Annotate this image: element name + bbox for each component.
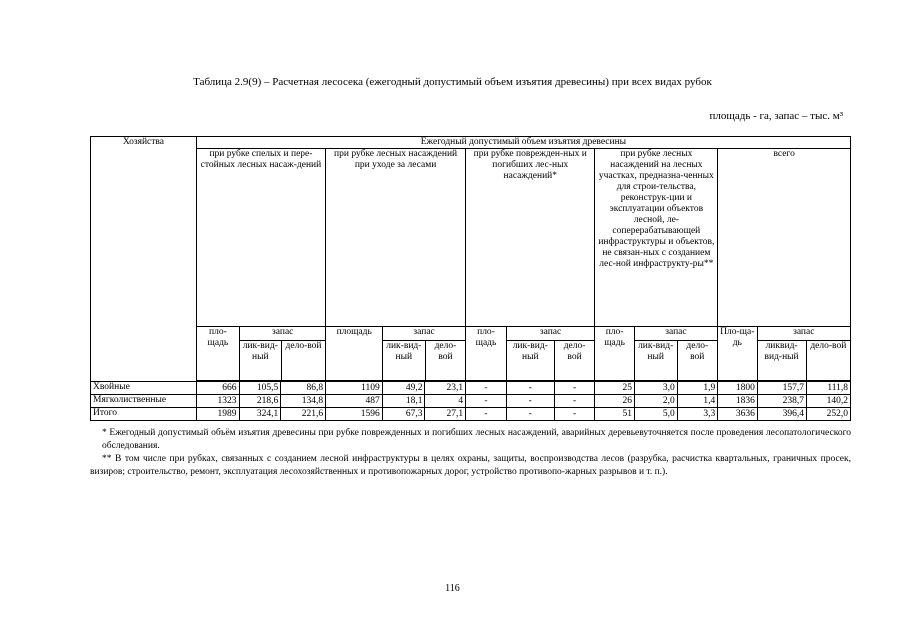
table-cell: 5,0 — [634, 408, 677, 421]
table-cell: 140,2 — [806, 395, 850, 408]
table-cell: 27,1 — [425, 408, 466, 421]
group-header: Ежегодный допустимый объем изъятия древесины — [196, 137, 850, 149]
row-name: Итого — [91, 408, 197, 421]
table-cell: 3,3 — [677, 408, 718, 421]
reserve-header: запас — [506, 327, 595, 340]
area-header: пло-щадь — [595, 327, 634, 381]
table-body — [91, 382, 851, 421]
table-cell: 487 — [326, 395, 383, 408]
table-cell: 218,6 — [239, 395, 281, 408]
table-cell: - — [466, 395, 507, 408]
table-cell: 18,1 — [382, 395, 425, 408]
table-cell: 2,0 — [634, 395, 677, 408]
table-cell: - — [506, 408, 554, 421]
business-header: дело-вой — [425, 340, 466, 381]
farm-header: Хозяйства — [91, 137, 197, 382]
liquid-header: лик-вид-ный — [634, 340, 677, 381]
table-cell: 49,2 — [382, 382, 425, 395]
table-cell: 1323 — [196, 395, 239, 408]
table-cell: - — [466, 382, 507, 395]
table-cell: 23,1 — [425, 382, 466, 395]
reserve-header: запас — [757, 327, 850, 340]
footnotes — [90, 427, 851, 479]
group-thinning: при рубке лесных насаждений при уходе за лесами — [326, 149, 466, 327]
area-header: пло-щадь — [466, 327, 507, 381]
row-name: Хвойные — [91, 382, 197, 395]
table-row — [91, 408, 851, 421]
header-row-3 — [91, 327, 851, 382]
liquid-header: лик-вид-ный — [382, 340, 425, 381]
table-cell: - — [554, 408, 595, 421]
table-cell: 26 — [595, 395, 635, 408]
table-cell: 1836 — [718, 395, 758, 408]
group-total: всего — [718, 149, 851, 327]
table-cell: 134,8 — [281, 395, 326, 408]
row-name: Мягколиственные — [91, 395, 197, 408]
group-mature: при рубке спелых и пере-стойных лесных насаж-дений — [196, 149, 325, 327]
subheader-wrap — [196, 327, 850, 382]
table-cell: - — [554, 395, 595, 408]
table-cell: 1989 — [196, 408, 239, 421]
units-note: площадь - га, запас – тыс. м³ — [709, 110, 843, 122]
business-header: дело-вой — [554, 340, 595, 381]
area-header: Пло-ща-дь — [718, 327, 757, 381]
business-header: дело-вой — [806, 340, 850, 381]
header-row-1 — [91, 137, 851, 149]
table-cell: 252,0 — [806, 408, 850, 421]
table-cell: 3,0 — [634, 382, 677, 395]
table-cell: 324,1 — [239, 408, 281, 421]
table-row — [91, 382, 851, 395]
table-cell: - — [506, 382, 554, 395]
area-header: площадь — [326, 327, 383, 381]
table-cell: 666 — [196, 382, 239, 395]
table-cell: 111,8 — [806, 382, 850, 395]
table-cell: 1,9 — [677, 382, 718, 395]
table-cell: 86,8 — [281, 382, 326, 395]
table-cell: 51 — [595, 408, 635, 421]
table-cell: 157,7 — [757, 382, 806, 395]
table-cell: - — [554, 382, 595, 395]
table-cell: 396,4 — [757, 408, 806, 421]
table-cell: 25 — [595, 382, 635, 395]
table-cell: 1109 — [326, 382, 383, 395]
table-row — [91, 395, 851, 408]
group-damaged: при рубке поврежден-ных и погибших лес-ных насаждений* — [466, 149, 595, 327]
table-cell: 4 — [425, 395, 466, 408]
header-row-2 — [91, 149, 851, 327]
table-cell: - — [506, 395, 554, 408]
table-caption: Таблица 2.9(9) – Расчетная лесосека (ежегодный допустимый объем изъятия древесины) при всех видах рубок — [193, 76, 712, 88]
reserve-header: запас — [634, 327, 717, 340]
group-infrastructure: при рубке лесных насаждений на лесных участках, предназна-ченных для строи-тельства, реконструк-ции и эксплуатации объектов лесной, ле-соперерабатывающей инфраструктуры и объектов, не связан-ных с созданием лес-ной инфраструкту-ры** — [595, 149, 718, 327]
table-cell: 3636 — [718, 408, 758, 421]
business-header: дело-вой — [677, 340, 718, 381]
business-header: дело-вой — [281, 340, 326, 381]
page-number: 116 — [445, 583, 460, 594]
table-cell: 1,4 — [677, 395, 718, 408]
felling-table — [90, 136, 851, 421]
liquid-header: ликвид-вид-ный — [757, 340, 806, 381]
area-header: пло-щадь — [197, 327, 240, 381]
reserve-header: запас — [239, 327, 325, 340]
footnote-1: * Ежегодный допустимый объём изъятия древесины при рубке поврежденных и погибших лесных насаждений, аварийных деревьевуточняется после проведения лесопатологического обследования. — [102, 428, 851, 451]
table-cell: 221,6 — [281, 408, 326, 421]
liquid-header: лик-вид-ный — [506, 340, 554, 381]
table-cell: - — [466, 408, 507, 421]
table-cell: 105,5 — [239, 382, 281, 395]
footnote-2: ** В том числе при рубках, связанных с созданием лесной инфраструктуры в целях охраны, защиты, воспроизводства лесов (разрубка, расчистка квартальных, граничных просек, визиров; строительство, ремонт, эксплуатация лесохозяйственных и противопожарных дорог, устройство противопо-жарных разрывов и т. п.). — [90, 454, 851, 477]
table-cell: 1800 — [718, 382, 758, 395]
table-cell: 238,7 — [757, 395, 806, 408]
reserve-header: запас — [382, 327, 465, 340]
table-cell: 67,3 — [382, 408, 425, 421]
table-cell: 1596 — [326, 408, 383, 421]
liquid-header: лик-вид-ный — [239, 340, 281, 381]
